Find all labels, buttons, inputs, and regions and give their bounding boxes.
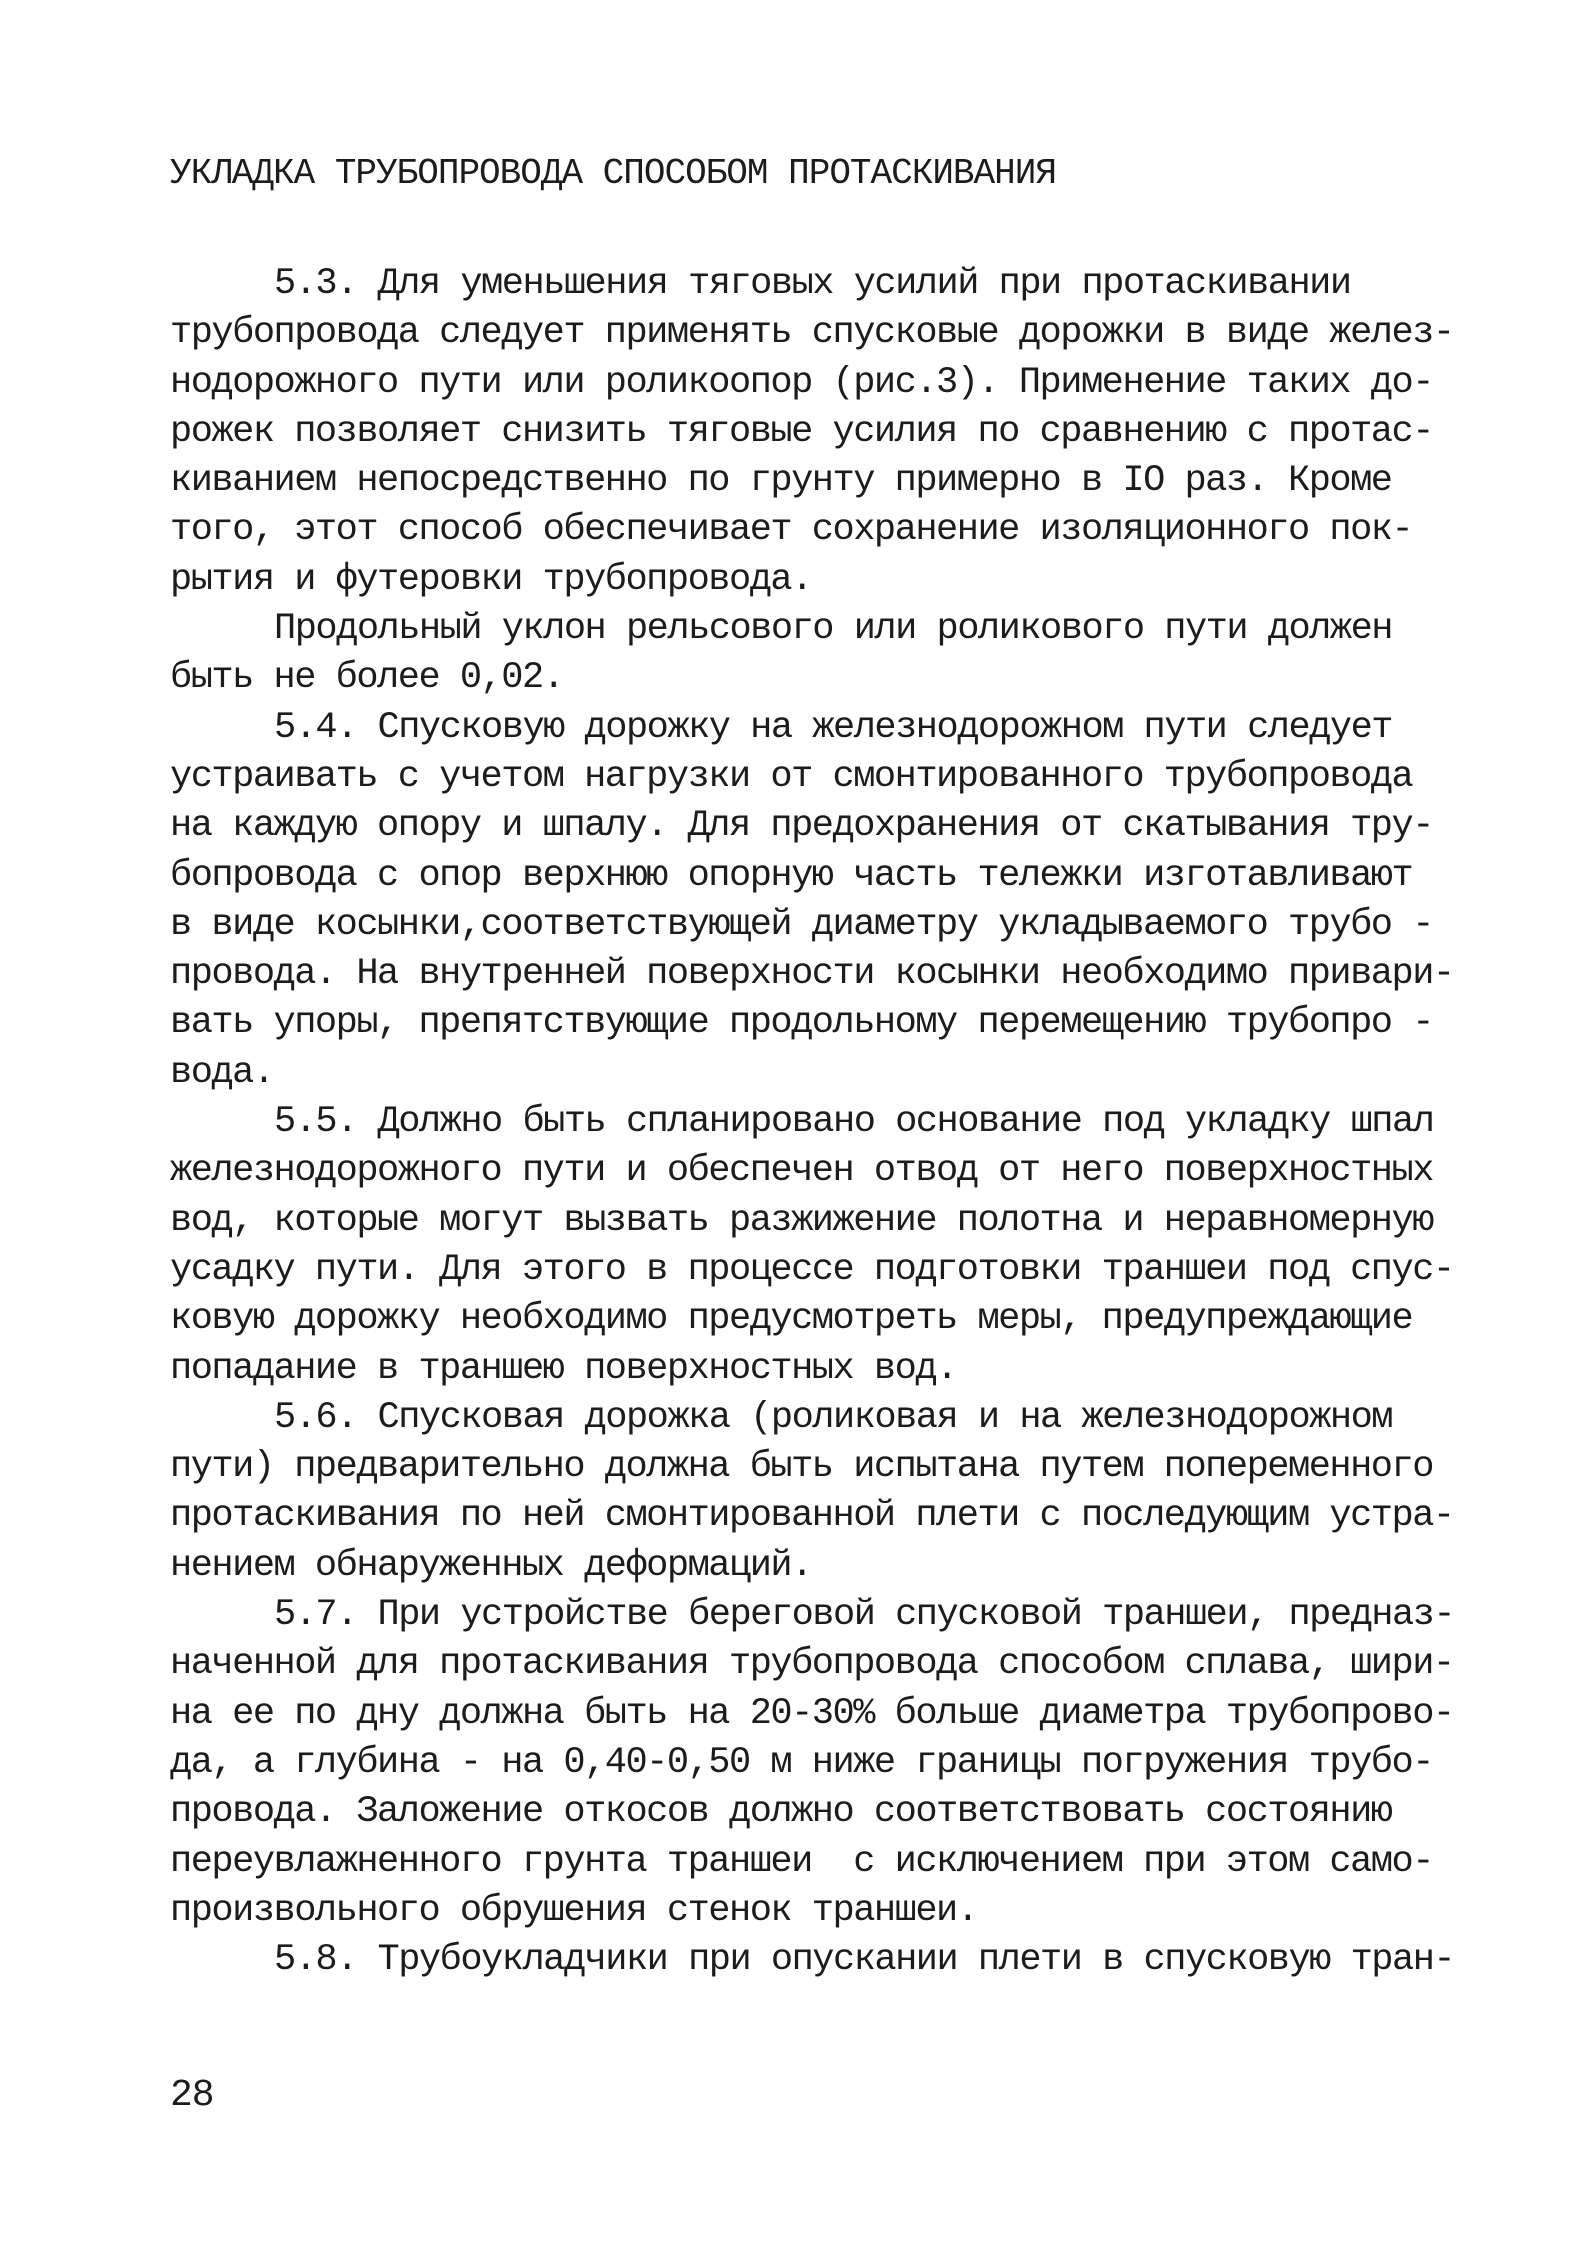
text-line: 5.6. Спусковая дорожка (роликовая и на железнодорожном — [274, 1396, 1392, 1439]
text-line: произвольного обрушения стенок траншеи. — [170, 1889, 978, 1932]
text-line: на ее по дну должна быть на 20-30% больше диаметра трубопрово- — [170, 1692, 1454, 1735]
text-line: усадку пути. Для этого в процессе подготовки траншеи под спус- — [170, 1248, 1454, 1291]
text-line: вода. — [170, 1051, 274, 1094]
text-line: трубопровода следует применять спусковые дорожки в виде желез- — [170, 312, 1454, 355]
paragraph-5-4 — [170, 704, 1454, 1098]
paragraph-5-3 — [170, 260, 1454, 605]
text-line: 5.8. Трубоукладчики при опускании плети в спусковую тран- — [274, 1939, 1455, 1982]
paragraph-slope — [170, 605, 1440, 704]
text-line: вод, которые могут вызвать разжижение полотна и неравномерную — [170, 1199, 1433, 1242]
text-line: рожек позволяет снизить тяговые усилия по сравнению с протас- — [170, 410, 1433, 453]
text-line: нением обнаруженных деформаций. — [170, 1544, 812, 1587]
text-line: провода. Заложение откосов должно соответствовать состоянию — [170, 1791, 1392, 1834]
text-line: на каждую опору и шпалу. Для предохранения от скатывания тру- — [170, 805, 1433, 848]
text-line: устраивать с учетом нагрузки от смонтированного трубопровода — [170, 755, 1413, 798]
paragraph-5-6 — [170, 1394, 1454, 1591]
text-line: 5.7. При устройстве береговой спусковой траншеи, предназ- — [274, 1594, 1455, 1637]
text-line: быть не более 0,02. — [170, 657, 564, 700]
text-line: в виде косынки,соответствующей диаметру укладываемого трубо - — [170, 903, 1433, 946]
text-line: 5.3. Для уменьшения тяговых усилий при протаскивании — [274, 263, 1351, 305]
text-line: 5.4. Спусковую дорожку на железнодорожном пути следует — [274, 706, 1392, 749]
section-heading: УКЛАДКА ТРУБОПРОВОДА СПОСОБОМ ПРОТАСКИВАНИЯ — [170, 153, 1056, 194]
text-line: киванием непосредственно по грунту примерно в IO раз. Кроме — [170, 460, 1392, 503]
text-line: 5.5. Должно быть спланировано основание под укладку шпал — [274, 1101, 1434, 1144]
text-line: переувлажненного грунта траншеи с исключением при этом само- — [170, 1840, 1433, 1883]
text-line: вать упоры, препятствующие продольному перемещению трубопро - — [170, 1002, 1433, 1045]
text-line: ковую дорожку необходимо предусмотреть меры, предупреждающие — [170, 1298, 1413, 1341]
text-line: того, этот способ обеспечивает сохранение изоляционного пок- — [170, 509, 1413, 552]
paragraph-5-5 — [170, 1098, 1454, 1394]
text-line: нодорожного пути или роликоопор (рис.3). Применение таких до- — [170, 361, 1433, 404]
page-number: 28 — [170, 2074, 214, 2117]
text-line: бопровода с опор верхнюю опорную часть тележки изготавливают — [170, 854, 1413, 897]
text-line: провода. На внутренней поверхности косынки необходимо привари- — [170, 953, 1454, 996]
text-line: попадание в траншею поверхностных вод. — [170, 1347, 957, 1390]
document-page — [170, 150, 1455, 1985]
paragraph-5-7 — [170, 1591, 1455, 1936]
text-line: пути) предварительно должна быть испытана путем попеременного — [170, 1446, 1433, 1489]
text-line: железнодорожного пути и обеспечен отвод от него поверхностных — [170, 1150, 1433, 1193]
text-line: наченной для протаскивания трубопровода способом сплава, шири- — [170, 1643, 1454, 1686]
text-line: Продольный уклон рельсового или роликового пути должен — [274, 608, 1392, 651]
text-line: протаскивания по ней смонтированной плети с последующим устра- — [170, 1495, 1454, 1538]
paragraph-5-8 — [170, 1936, 1455, 1985]
text-line: рытия и футеровки трубопровода. — [170, 558, 812, 601]
text-line: да, а глубина - на 0,40-0,50 м ниже границы погружения трубо- — [170, 1741, 1433, 1784]
